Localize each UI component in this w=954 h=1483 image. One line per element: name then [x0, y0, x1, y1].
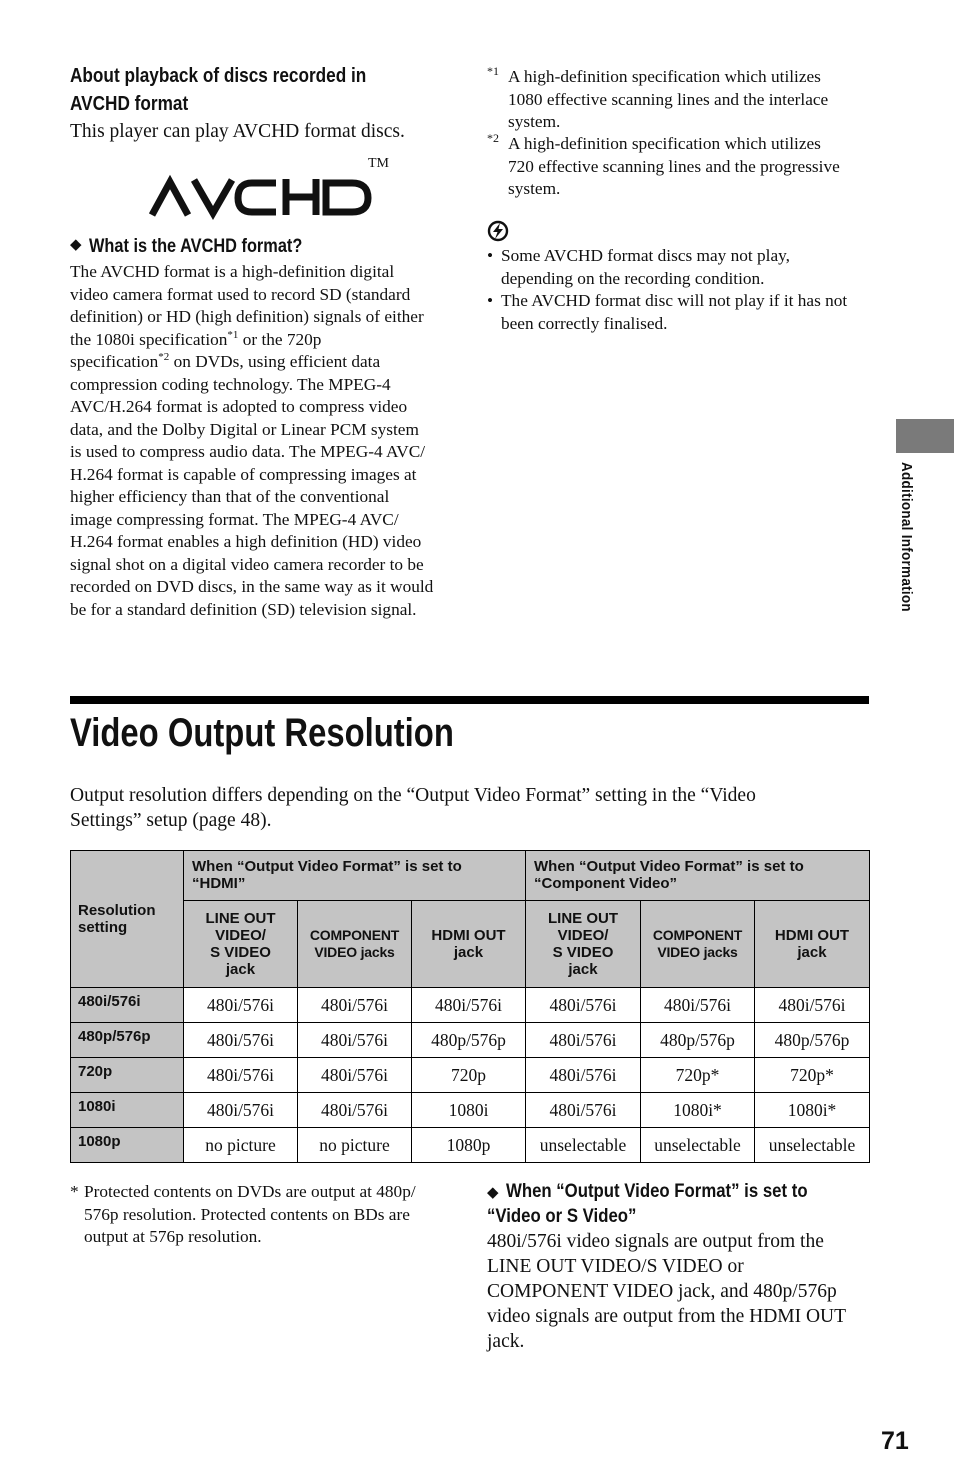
page-number: 71 [881, 1427, 909, 1455]
avchd-logo-icon [148, 160, 378, 220]
table-cell: unselectable [755, 1128, 870, 1163]
table-cell: 480i/576i [298, 988, 412, 1023]
table-cell: 480i/576i [298, 1058, 412, 1093]
note-icon [487, 220, 509, 247]
row-setting: 1080i [71, 1093, 184, 1128]
table-cell: 480p/576p [641, 1023, 755, 1058]
col-hdmiout-header: HDMI OUT jack [755, 901, 870, 988]
table-row [71, 1023, 870, 1058]
col-lineout-header: LINE OUT VIDEO/ S VIDEO jack [184, 901, 298, 988]
table-cell: 480i/576i [755, 988, 870, 1023]
trademark-mark: TM [368, 156, 389, 171]
table-cell: unselectable [641, 1128, 755, 1163]
table-cell: unselectable [526, 1128, 641, 1163]
table-cell: 480i/576i [526, 1023, 641, 1058]
table-cell: 720p* [755, 1058, 870, 1093]
table-cell: 480p/576p [755, 1023, 870, 1058]
hdmi-group-header: When “Output Video Format” is set to “HDMI” [184, 851, 526, 901]
table-cell: 480p/576p [412, 1023, 526, 1058]
avchd-intro: This player can play AVCHD format discs. [70, 121, 405, 142]
table-cell: 480i/576i [298, 1023, 412, 1058]
video-format-heading-line1: When “Output Video Format” is set to [506, 1180, 808, 1202]
table-cell: 480i/576i [526, 988, 641, 1023]
resolution-setting-header: Resolution setting [71, 851, 184, 988]
table-cell: 480i/576i [184, 988, 298, 1023]
video-format-heading-line2: “Video or S Video” [487, 1205, 637, 1227]
table-cell: 1080p [412, 1128, 526, 1163]
section-rule [70, 696, 869, 704]
diamond-icon: ◆ [70, 237, 82, 253]
footnote-1: *1 A high-definition specification which utilizes 1080 effective scanning lines and the interlace system. [487, 64, 829, 131]
table-cell: 480i/576i [641, 988, 755, 1023]
avchd-format-subheading: What is the AVCHD format? [89, 236, 303, 257]
table-row [71, 1093, 870, 1128]
section-tab-marker [896, 419, 954, 453]
table-cell: 480i/576i [184, 1058, 298, 1093]
note-item: • Some AVCHD format discs may not play, depending on the recording condition. [487, 246, 790, 288]
avchd-heading: About playback of discs recorded in AVCHD format [70, 65, 367, 115]
avchd-logo [148, 156, 398, 220]
table-cell: 1080i [412, 1093, 526, 1128]
footnote-2: *2 A high-definition specification which utilizes 720 effective scanning lines and the progressive system. [487, 131, 840, 198]
table-cell: 1080i* [755, 1093, 870, 1128]
table-cell: 480i/576i [184, 1023, 298, 1058]
video-format-paragraph: 480i/576i video signals are output from the LINE OUT VIDEO/S VIDEO or COMPONENT VIDEO jack, and 480p/576p video signals are output from the HDMI OUT jack. [487, 1231, 847, 1352]
table-footnote: * Protected contents on DVDs are output at 480p/ 576p resolution. Protected contents on BDs are output at 576p resolution. [70, 1182, 416, 1246]
row-setting: 480i/576i [71, 988, 184, 1023]
col-hdmiout-header: HDMI OUT jack [412, 901, 526, 988]
row-setting: 720p [71, 1058, 184, 1093]
diamond-icon: ◆ [487, 1185, 499, 1201]
note-item: • The AVCHD format disc will not play if it has not been correctly finalised. [487, 291, 848, 333]
section-intro: Output resolution differs depending on the “Output Video Format” setting in the “Video Settings” setup (page 48). [70, 785, 756, 831]
table-cell: 480i/576i [412, 988, 526, 1023]
section-title: Video Output Resolution [70, 711, 454, 755]
row-setting: 480p/576p [71, 1023, 184, 1058]
table-row [71, 1058, 870, 1093]
row-setting: 1080p [71, 1128, 184, 1163]
table-row [71, 988, 870, 1023]
table-cell: 1080i* [641, 1093, 755, 1128]
table-cell: 480i/576i [526, 1093, 641, 1128]
table-cell: 720p [412, 1058, 526, 1093]
section-tab-label: Additional Information [898, 462, 915, 612]
table-row [71, 1128, 870, 1163]
table-cell: no picture [184, 1128, 298, 1163]
component-group-header: When “Output Video Format” is set to “Component Video” [526, 851, 870, 901]
table-cell: 480i/576i [298, 1093, 412, 1128]
resolution-table [70, 850, 870, 1163]
col-component-header: COMPONENT VIDEO jacks [298, 901, 412, 988]
table-cell: 480i/576i [526, 1058, 641, 1093]
col-component-header: COMPONENT VIDEO jacks [641, 901, 755, 988]
table-cell: 720p* [641, 1058, 755, 1093]
col-lineout-header: LINE OUT VIDEO/ S VIDEO jack [526, 901, 641, 988]
avchd-format-paragraph: The AVCHD format is a high-definition digital video camera format used to record SD (standard definition) or HD (high definition) signals of either the 1080i specification$^{*1}$ or the 720p specification$^{*2}$ on DVDs, using efficient data compression coding technology. The MPEG-4 AVC/H.264 format is adopted to compress video data, and the Dolby Digital or Linear PCM system is used to compress audio data. The MPEG-4 AVC/ H.264 format is capable of compressing images at higher efficiency than that of the conventional image compressing format. The MPEG-4 AVC/ H.264 format enables a high definition (HD) video signal shot on a digital video camera recorder to be recorded on DVD discs, in the same way as it would be for a standard definition (SD) television signal. [70, 262, 434, 619]
table-cell: 480i/576i [184, 1093, 298, 1128]
table-cell: no picture [298, 1128, 412, 1163]
